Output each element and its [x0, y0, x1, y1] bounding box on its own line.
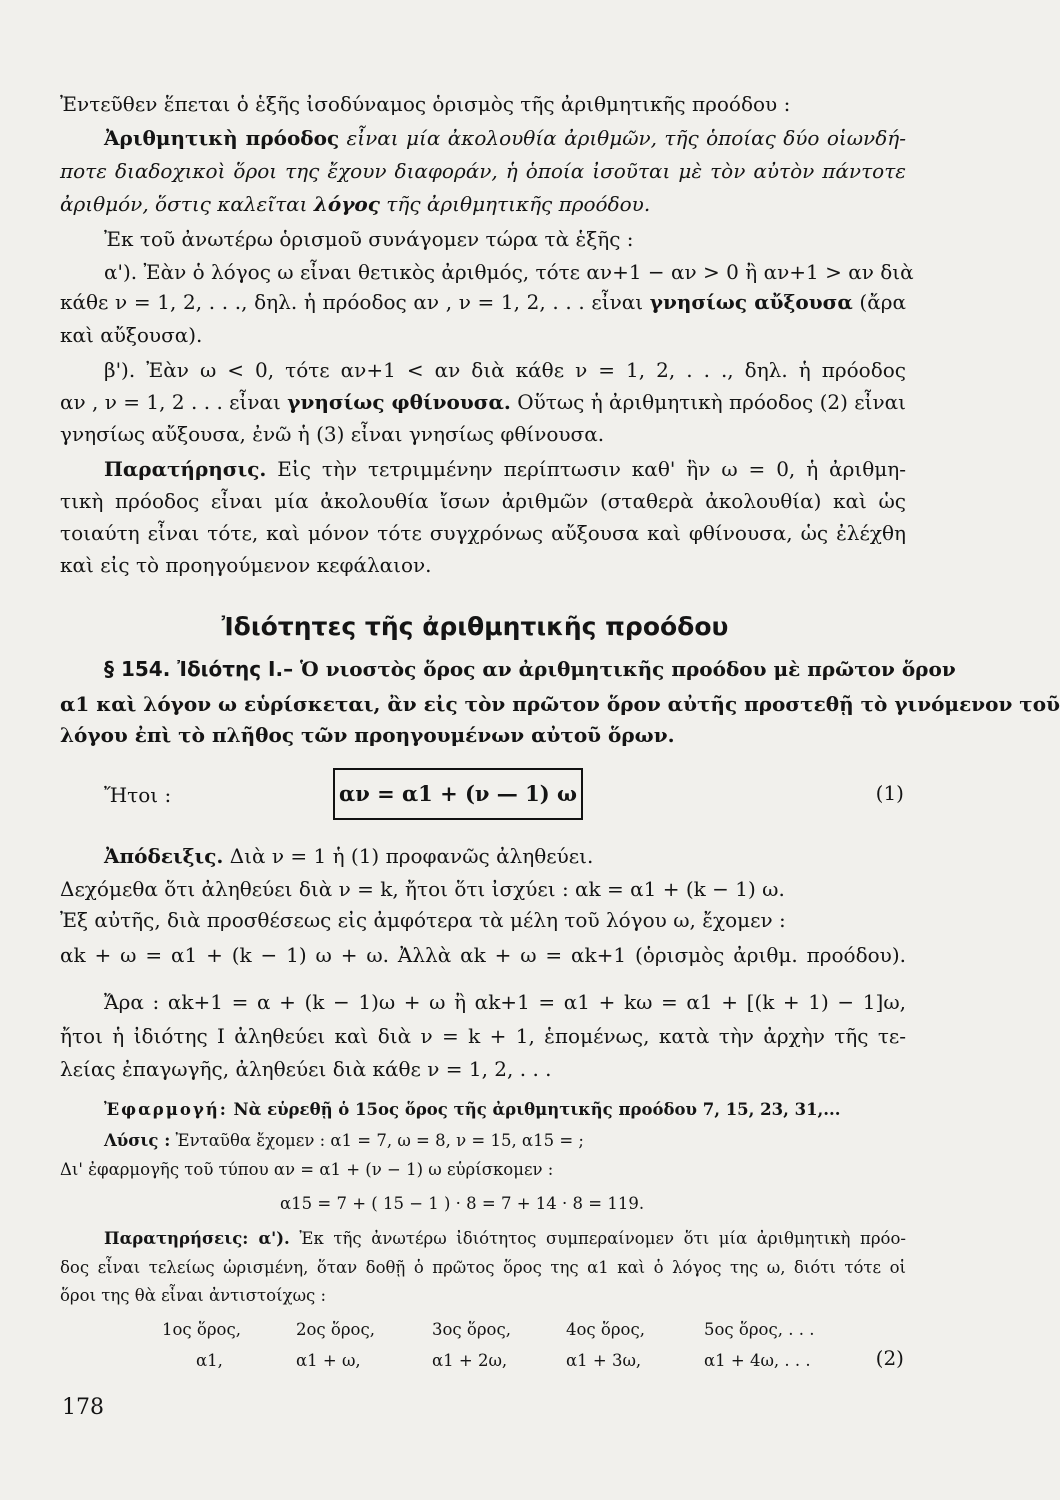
solution-line-2: Δι' ἐφαρμογῆς τοῦ τύπου αν = α1 + (ν − 1) ω εὑρίσκομεν :	[60, 1160, 554, 1179]
text-line-6: α'). Ἐὰν ὁ λόγος ω εἶναι θετικὸς ἀριθμός, τότε αν+1 − αν > 0 ἢ αν+1 > αν διὰ	[104, 260, 914, 284]
definition-term: Ἀριθμητικὴ πρόοδος	[104, 126, 340, 150]
solution-line-1: Λύσις : Ἐνταῦθα ἔχομεν : α1 = 7, ω = 8, ν = 15, α15 = ;	[104, 1131, 584, 1150]
observations-line-3: ὅροι της θὰ εἶναι ἀντιστοίχως :	[60, 1286, 327, 1305]
observations-line-1: Παρατηρήσεις: α'). Ἐκ τῆς ἀνωτέρω ἰδιότητος συμπεραίνομεν ὅτι μία ἀριθμητικὴ πρόο-	[104, 1229, 906, 1248]
remark-line-2: τικὴ πρόοδος εἶναι μία ἀκολουθία ἴσων ἀριθμῶν (σταθερὰ ἀκολουθία) καὶ ὡς	[60, 489, 906, 513]
term-header: 5ος ὅρος, . . .	[704, 1320, 815, 1339]
term-value: α1 + 3ω,	[566, 1351, 642, 1370]
term-header: 4ος ὅρος,	[566, 1320, 645, 1339]
application-line: Ἐφαρμογή: Νὰ εὑρεθῇ ὁ 15ος ὅρος τῆς ἀριθμητικῆς προόδου 7, 15, 23, 31,...	[104, 1100, 841, 1119]
term-value: α1,	[196, 1351, 223, 1370]
text-line-9: β'). Ἐὰν ω < 0, τότε αν+1 < αν διὰ κάθε ν = 1, 2, . . ., δηλ. ἡ πρόοδος	[104, 358, 906, 382]
page-number: 178	[62, 1395, 104, 1420]
equation-number-2: (2)	[875, 1346, 904, 1370]
section-heading: Ἰδιότητες τῆς ἀριθμητικῆς προόδου	[221, 612, 729, 641]
property-line-1: § 154. Ἰδιότης Ι.– Ὁ νιοστὸς ὅρος αν ἀριθμητικῆς προόδου μὲ πρῶτον ὅρον	[104, 657, 956, 681]
term-header: 2ος ὅρος,	[296, 1320, 375, 1339]
property-line-2: α1 καὶ λόγον ω εὑρίσκεται, ἂν εἰς τὸν πρῶτον ὅρον αὐτῆς προστεθῇ τὸ γινόμενον τοῦ	[60, 692, 1060, 716]
term-value: α1 + ω,	[296, 1351, 361, 1370]
solution-result: α15 = 7 + ( 15 − 1 ) · 8 = 7 + 14 · 8 = 119.	[280, 1194, 645, 1213]
proof-line-2: Δεχόμεθα ὅτι ἀληθεύει διὰ ν = k, ἤτοι ὅτι ἰσχύει : αk = α1 + (k − 1) ω.	[60, 877, 785, 901]
observations-line-2: δος εἶναι τελείως ὡρισμένη, ὅταν δοθῇ ὁ πρῶτος ὅρος της α1 καὶ ὁ λόγος της ω, διότι τότε οἱ	[60, 1258, 906, 1277]
remark-line-4: καὶ εἰς τὸ προηγούμενον κεφάλαιον.	[60, 553, 432, 577]
text-line-11: γνησίως αὔξουσα, ἐνῶ ἡ (3) εἶναι γνησίως φθίνουσα.	[60, 422, 605, 446]
htoi-label: Ἤτοι :	[104, 783, 172, 807]
term-header: 1ος ὅρος,	[162, 1320, 241, 1339]
proof-line-5: Ἄρα : αk+1 = α + (k − 1)ω + ω ἢ αk+1 = α1 + kω = α1 + [(k + 1) − 1]ω,	[104, 990, 906, 1014]
proof-line-3: Ἐξ αὐτῆς, διὰ προσθέσεως εἰς ἀμφότερα τὰ μέλη τοῦ λόγου ω, ἔχομεν :	[60, 908, 786, 932]
property-line-3: λόγου ἐπὶ τὸ πλῆθος τῶν προηγουμένων αὐτοῦ ὅρων.	[60, 723, 675, 747]
proof-line-6: ἤτοι ἡ ἰδιότης Ι ἀληθεύει καὶ διὰ ν = k + 1, ἑπομένως, κατὰ τὴν ἀρχὴν τῆς τε-	[60, 1024, 906, 1048]
text-line-1: Ἐντεῦθεν ἕπεται ὁ ἑξῆς ἰσοδύναμος ὁρισμὸς τῆς ἀριθμητικῆς προόδου :	[60, 92, 791, 116]
proof-line-4: αk + ω = α1 + (k − 1) ω + ω. Ἀλλὰ αk + ω = αk+1 (ὁρισμὸς ἀριθμ. προόδου).	[60, 943, 906, 967]
text-line-5: Ἐκ τοῦ ἀνωτέρω ὁρισμοῦ συνάγομεν τώρα τὰ ἑξῆς :	[104, 227, 634, 251]
definition-line-2: ποτε διαδοχικοὶ ὅροι της ἔχουν διαφοράν, ἡ ὁποία ἰσοῦται μὲ τὸν αὐτὸν πάντοτε	[60, 159, 906, 183]
formula: αν = α1 + (ν — 1) ω	[339, 781, 577, 806]
proof-line-7: λείας ἐπαγωγῆς, ἀληθεύει διὰ κάθε ν = 1, 2, . . .	[60, 1057, 552, 1081]
definition-line-1: Ἀριθμητικὴ πρόοδος εἶναι μία ἀκολουθία ἀριθμῶν, τῆς ὁποίας δύο οἱωνδή-	[104, 126, 906, 150]
term-header: 3ος ὅρος,	[432, 1320, 511, 1339]
equation-number-1: (1)	[875, 781, 904, 805]
formula-box	[333, 768, 583, 820]
definition-line-3: ἀριθμόν, ὅστις καλεῖται λόγος τῆς ἀριθμητικῆς προόδου.	[60, 192, 651, 216]
text-line-8: καὶ αὔξουσα).	[60, 323, 203, 347]
text-line-10: αν , ν = 1, 2 . . . εἶναι γνησίως φθίνουσα. Οὕτως ἡ ἀριθμητικὴ πρόοδος (2) εἶναι	[60, 390, 906, 414]
remark-line-3: τοιαύτη εἶναι τότε, καὶ μόνον τότε συγχρόνως αὔξουσα καὶ φθίνουσα, ὡς ἐλέχθη	[60, 521, 906, 545]
proof-line-1: Ἀπόδειξις. Διὰ ν = 1 ἡ (1) προφανῶς ἀληθεύει.	[104, 844, 594, 868]
term-value: α1 + 2ω,	[432, 1351, 508, 1370]
text-line-7: κάθε ν = 1, 2, . . ., δηλ. ἡ πρόοδος αν , ν = 1, 2, . . . εἶναι γνησίως αὔξουσα (ἄρα	[60, 290, 906, 314]
term-value: α1 + 4ω, . . .	[704, 1351, 811, 1370]
remark-line-1: Παρατήρησις. Εἰς τὴν τετριμμένην περίπτωσιν καθ' ἣν ω = 0, ἡ ἀριθμη-	[104, 457, 906, 481]
